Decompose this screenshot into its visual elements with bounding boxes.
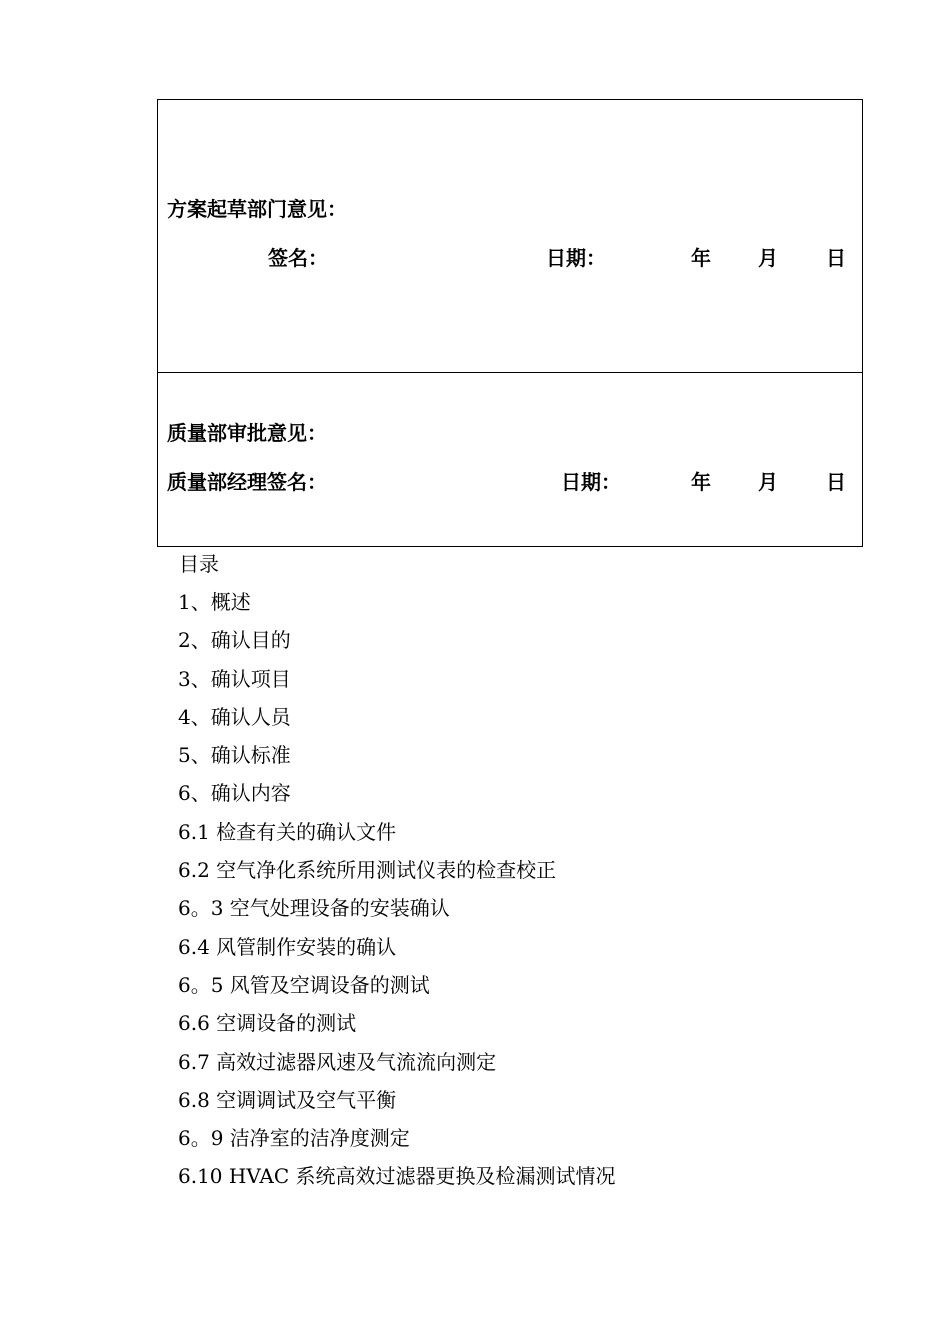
toc-item: 6.2 空气净化系统所用测试仪表的检查校正	[178, 858, 557, 883]
toc-item: 6。9 洁净室的洁净度测定	[178, 1126, 410, 1151]
toc-item: 6.8 空调调试及空气平衡	[178, 1087, 397, 1112]
draft-day-label: 日	[826, 246, 846, 270]
draft-date-label: 日期：	[546, 246, 606, 270]
toc-item: 1、概述	[178, 590, 251, 614]
toc-item: 6.7 高效过滤器风速及气流流向测定	[178, 1049, 497, 1074]
draft-year-label: 年	[691, 246, 711, 270]
toc-item: 6.6 空调设备的测试	[178, 1011, 357, 1036]
toc-title: 目录	[179, 552, 219, 576]
toc-item: 5、确认标准	[178, 743, 291, 768]
table-of-contents	[178, 551, 878, 1202]
toc-item: 6.4 风管制作安装的确认	[178, 934, 397, 959]
approval-table	[157, 99, 863, 547]
draft-dept-cell	[158, 100, 862, 373]
qa-opinion-label: 质量部审批意见：	[167, 421, 327, 445]
draft-signature-label: 签名：	[268, 246, 328, 270]
toc-item: 6、确认内容	[178, 781, 291, 806]
qa-month-label: 月	[758, 470, 778, 494]
qa-date-label: 日期：	[561, 470, 621, 494]
toc-item: 6.1 检查有关的确认文件	[178, 819, 397, 844]
qa-dept-cell	[158, 373, 862, 546]
qa-signature-label: 质量部经理签名：	[167, 470, 327, 494]
toc-list	[178, 589, 878, 1202]
toc-item: 2、确认目的	[178, 628, 291, 653]
draft-month-label: 月	[758, 246, 778, 270]
toc-item: 3、确认项目	[178, 666, 291, 691]
toc-item: 4、确认人员	[178, 704, 291, 729]
qa-day-label: 日	[826, 470, 846, 494]
toc-item: 6。3 空气处理设备的安装确认	[178, 896, 450, 921]
qa-year-label: 年	[691, 470, 711, 494]
toc-item: 6.10 HVAC 系统高效过滤器更换及检漏测试情况	[178, 1164, 616, 1189]
draft-opinion-label: 方案起草部门意见：	[167, 197, 347, 221]
toc-item: 6。5 风管及空调设备的测试	[178, 972, 430, 997]
